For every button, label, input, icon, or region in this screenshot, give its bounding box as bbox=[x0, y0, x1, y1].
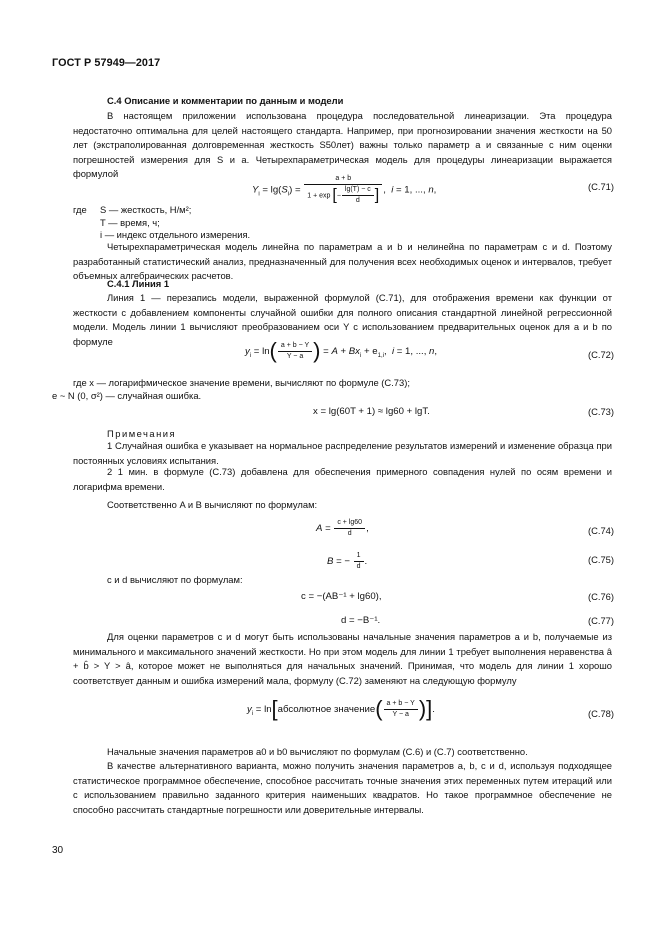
page-number: 30 bbox=[52, 845, 64, 856]
def-s: S — жесткость, Н/м²; bbox=[100, 204, 192, 215]
equation-c76: c = −(AB⁻¹ + lg60), bbox=[301, 591, 382, 602]
def-i: i — индекс отдельного измерения. bbox=[100, 229, 251, 240]
subsection-title: С.4.1 Линия 1 bbox=[107, 278, 170, 289]
line1-paragraph: Линия 1 — перезапись модели, выраженной формулой (С.71), для отображения времени как функции от жесткости с добавлением компоненты случайной ошибки для полного описания стандартной линейной регрессионной модели. Модель линии 1 вычисляют преобразованием оси Y с использованием предварительных оценок для a и b по формуле bbox=[73, 292, 612, 347]
notes-title: Примечания bbox=[107, 428, 177, 439]
equation-c74: A = $\frac{c + \lg 60}{d}$ , bbox=[316, 519, 369, 537]
alternative-paragraph: В качестве альтернативного варианта, можно получить значения параметров a, b, c и d, используя подходящее статистическое программное обеспечение, способное рассчитать точные значения этих переменных путем итераций или с использованием правильно заданного критерия наименьших квадратов. Но такое программное обеспечение не способно рассчитать стандартные погрешности или доверительные интервалы. bbox=[73, 760, 612, 815]
def-e: e ~ N (0, σ²) — случайная ошибка. bbox=[52, 390, 202, 401]
equation-number-c73: (C.73) bbox=[587, 406, 614, 417]
ab-paragraph: Соответственно A и B вычисляют по формулам: bbox=[107, 499, 318, 510]
document-header: ГОСТ Р 57949—2017 bbox=[52, 57, 161, 69]
equation-c78: $y_i$ = ln[абсолютное значение( $\frac{a + b - Y}{Y - a}$ )]. bbox=[247, 696, 435, 722]
equation-number-c77: (C.77) bbox=[587, 615, 614, 626]
equation-c73: x = lg(60T + 1) ≈ lg60 + lgT. bbox=[313, 406, 430, 417]
equation-number-c78: (C.78) bbox=[587, 708, 614, 719]
section-title: С.4 Описание и комментарии по данным и модели bbox=[107, 95, 344, 106]
equation-number-c72: (C.72) bbox=[587, 349, 614, 360]
equation-c72: $y_i = \ln$( $\frac{a + b - Y}{Y - a}$ ) = $A + Bx_i + e_{1,i}$, i = 1, ..., n, bbox=[245, 338, 438, 364]
equation-number-c74: (C.74) bbox=[587, 525, 614, 536]
init-values-paragraph: Начальные значения параметров a0 и b0 вычисляют по формулам (С.6) и (С.7) соответственно. bbox=[107, 746, 528, 757]
estimation-paragraph: Для оценки параметров c и d могут быть использованы начальные значения параметров a и b, получаемые из минимального и максимального значений жесткости. Но при этом модель для линии 1 требует выполнения неравенства â + b̂ > Y > â, которое может не выполняться для начальных значений. Принимая, что модель для линии 1 хорошо соответствует данным и ошибка измерений мала, формулу (С.72) заменяют на следующую формулу bbox=[73, 631, 612, 686]
defs-where: где bbox=[73, 204, 87, 215]
equation-number-c75: (C.75) bbox=[587, 554, 614, 565]
note-2: 2 1 мин. в формуле (С.73) добавлена для обеспечения примерного совпадения нулей по осям времени и логарифма времени. bbox=[73, 466, 612, 492]
cd-paragraph: c и d вычисляют по формулам: bbox=[107, 574, 243, 585]
nonlinear-paragraph: Четырехпараметрическая модель линейна по параметрам a и b и нелинейна по параметрам c и d. Поэтому разработанный статистический анализ, предназначенный для получения всех необходимых оценок и интервалов, требует объемных алгебраических расчетов. bbox=[73, 241, 612, 282]
equation-c71: $Y_i = \lg(S_i)$ = a + b 1 + exp [− $\frac{\lg(T) - c}{d}$ ] , i = 1, ..., n, bbox=[252, 175, 437, 204]
note-1: 1 Случайная ошибка e указывает на нормальное распределение результатов измерений и изменение образца при постоянных условиях испытания. bbox=[73, 440, 612, 466]
def-x: где x — логарифмическое значение времени, вычисляют по формуле (С.73); bbox=[73, 377, 410, 388]
intro-paragraph: В настоящем приложении использована процедура последовательной линеаризации. Эта процедура недостаточно оптимальна для целей настоящего стандарта. Например, при прогнозировании значения жесткости на 50 лет (экстраполированная долговременная жесткость S50лет) важны только параметр a и связанные с ним оценки погрешностей измерения для S и a. Четырехпараметрическая модель для процедуры линеаризации выражается формулой bbox=[73, 110, 612, 180]
equation-c75: B = − $\frac{1}{d}$ . bbox=[327, 552, 368, 570]
equation-c77: d = −B⁻¹. bbox=[341, 615, 381, 626]
def-t: T — время, ч; bbox=[100, 217, 160, 228]
equation-number-c76: (C.76) bbox=[587, 591, 614, 602]
equation-number-c71: (C.71) bbox=[587, 181, 614, 192]
